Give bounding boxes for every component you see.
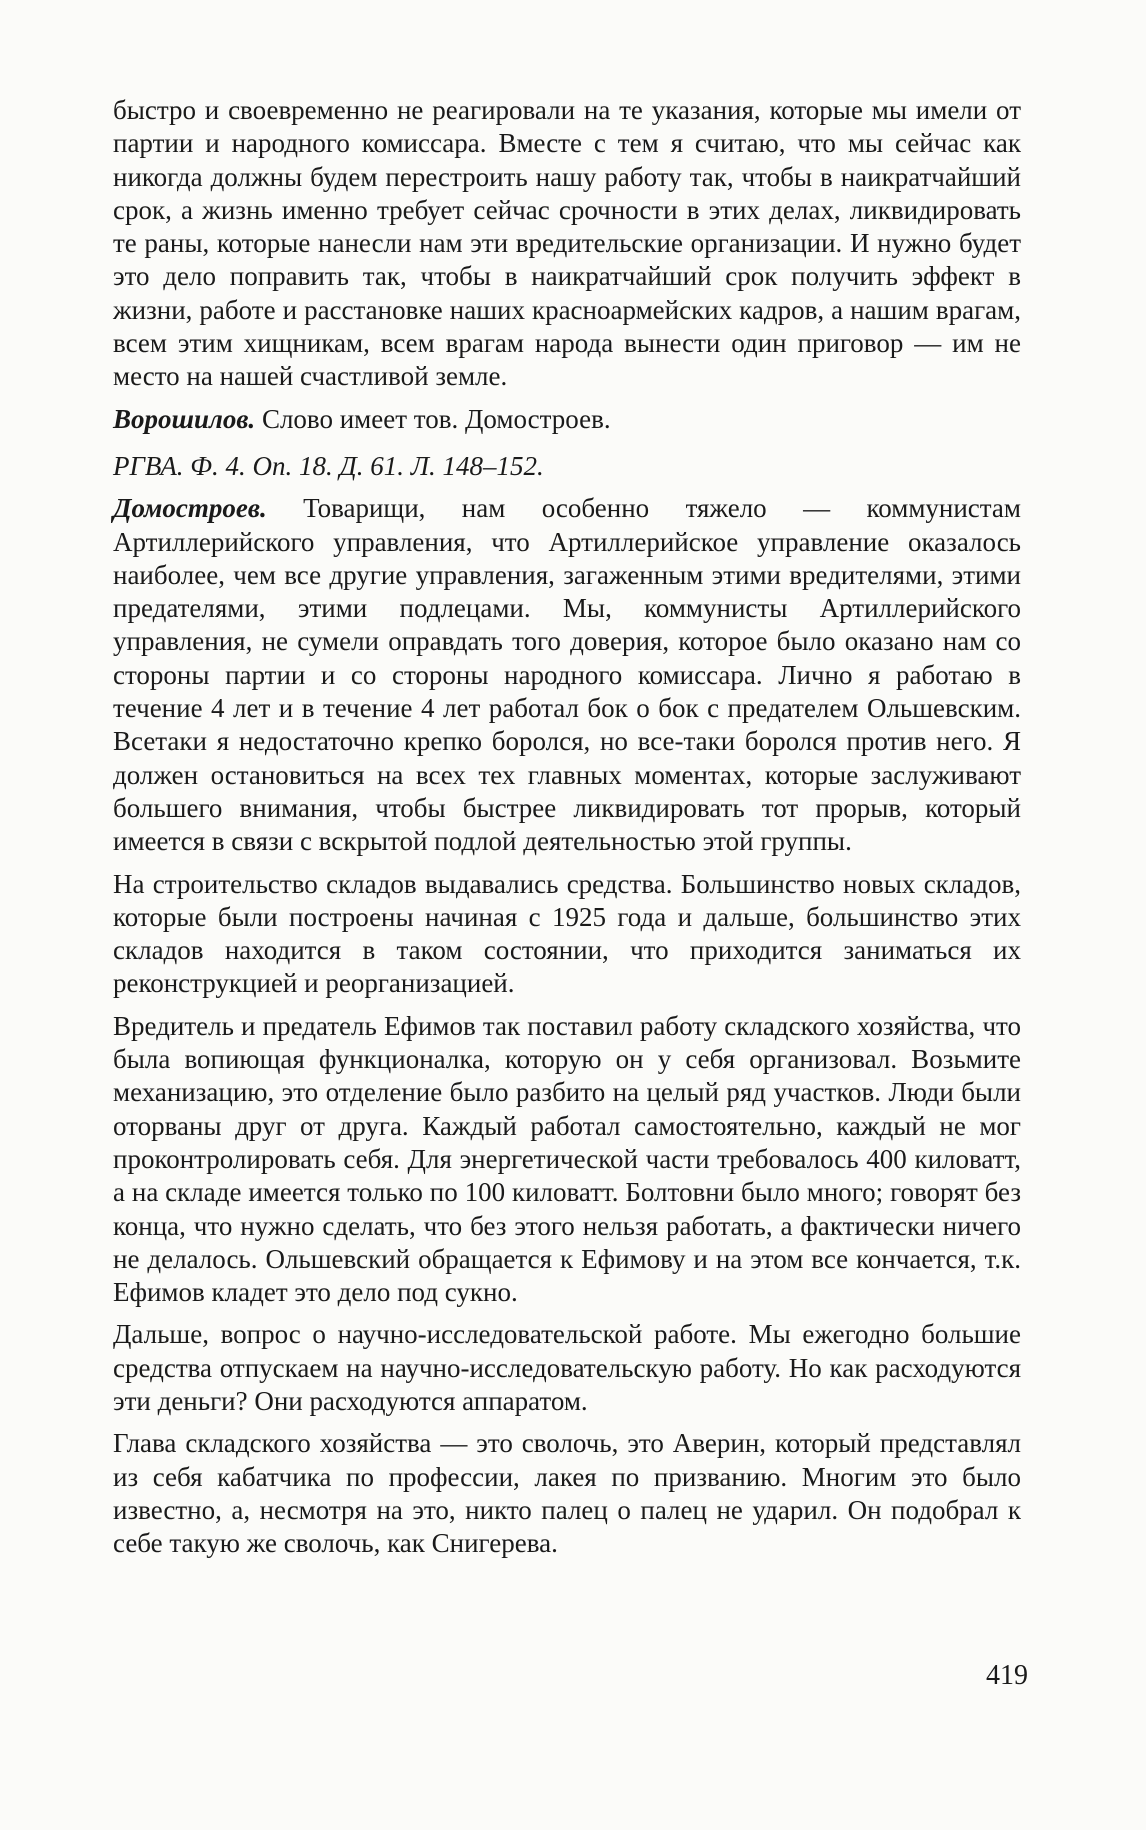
paragraph-speech-domostroev — [113, 492, 1021, 858]
speech-text: Слово имеет тов. Домостроев. — [255, 403, 611, 434]
speech-text: Товарищи, нам особенно тяжело — коммунистам Артиллерийского управления, что Артиллерийское управление оказалось наиболее, чем все другие управления, загаженным этими вредителями, этими предателями, этими подлецами. Мы, коммунисты Артиллерийского управления, не сумели оправдать того доверия, которое было оказано нам со стороны партии и со стороны народного комиссара. Лично я работаю в течение 4 лет и в течение 4 лет работал бок о бок с предателем Ольшевским. Всетаки я недостаточно крепко боролся, но все-таки боролся против него. Я должен остановиться на всех тех главных моментах, которые заслуживают большего внимания, чтобы быстрее ликвидировать тот прорыв, который имеется в связи с вскрытой подлой деятельностью этой группы. — [113, 493, 1021, 857]
paragraph: Дальше, вопрос о научно-исследовательской работе. Мы ежегодно большие средства отпускаем на научно-исследовательскую работу. Но как расходуются эти деньги? Они расходуются аппаратом. — [113, 1319, 1021, 1416]
speaker-name: Домостроев. — [113, 493, 267, 524]
page-number: 419 — [986, 1660, 1028, 1691]
archive-reference: РГВА. Ф. 4. Оп. 18. Д. 61. Л. 148–152. — [113, 450, 544, 481]
paragraph: Вредитель и предатель Ефимов так поставил работу складского хозяйства, что была вопиющая функционалка, которую он у себя организовал. Возьмите механизацию, это отделение было разбито на целый ряд участков. Люди были оторваны друг от друга. Каждый работал самостоятельно, каждый не мог проконтролировать себя. Для энергетической части требовалось 400 киловатт, а на складе имеется только по 100 киловатт. Болтовни было много; говорят без конца, что нужно сделать, что без этого нельзя работать, а фактически ничего не делалось. Ольшевский обращается к Ефимову и на этом все кончается, т.к. Ефимов кладет это дело под сукно. — [113, 1010, 1021, 1308]
speaker-name: Ворошилов. — [113, 403, 256, 434]
body-text — [113, 94, 1021, 1560]
paragraph: Глава складского хозяйства — это сволочь, это Аверин, который представлял из себя кабатчика по профессии, лакея по призванию. Многим это было известно, а, несмотря на это, никто палец о палец не ударил. Он подобрал к себе такую же сволочь, как Снигерева. — [113, 1428, 1021, 1559]
paragraph: На строительство складов выдавались средства. Большинство новых складов, которые были построены начиная с 1925 года и дальше, большинство этих складов находится в таком состоянии, что приходится заниматься их реконструкцией и реорганизацией. — [113, 868, 1021, 999]
paragraph: быстро и своевременно не реагировали на те указания, которые мы имели от партии и народного комиссара. Вместе с тем я считаю, что мы сейчас как никогда должны будем перестроить нашу работу так, чтобы в наикратчайший срок, а жизнь именно требует сейчас срочности в этих делах, ликвидировать те раны, которые нанесли нам эти вредительские организации. И нужно будет это дело поправить так, чтобы в наикратчайший срок получить эффект в жизни, работе и расстановке наших красноармейских кадров, а нашим врагам, всем этим хищникам, всем врагам народа вынести один приговор — им не место на нашей счастливой земле. — [113, 95, 1021, 392]
paragraph-speech-voroshilov — [113, 403, 1021, 436]
